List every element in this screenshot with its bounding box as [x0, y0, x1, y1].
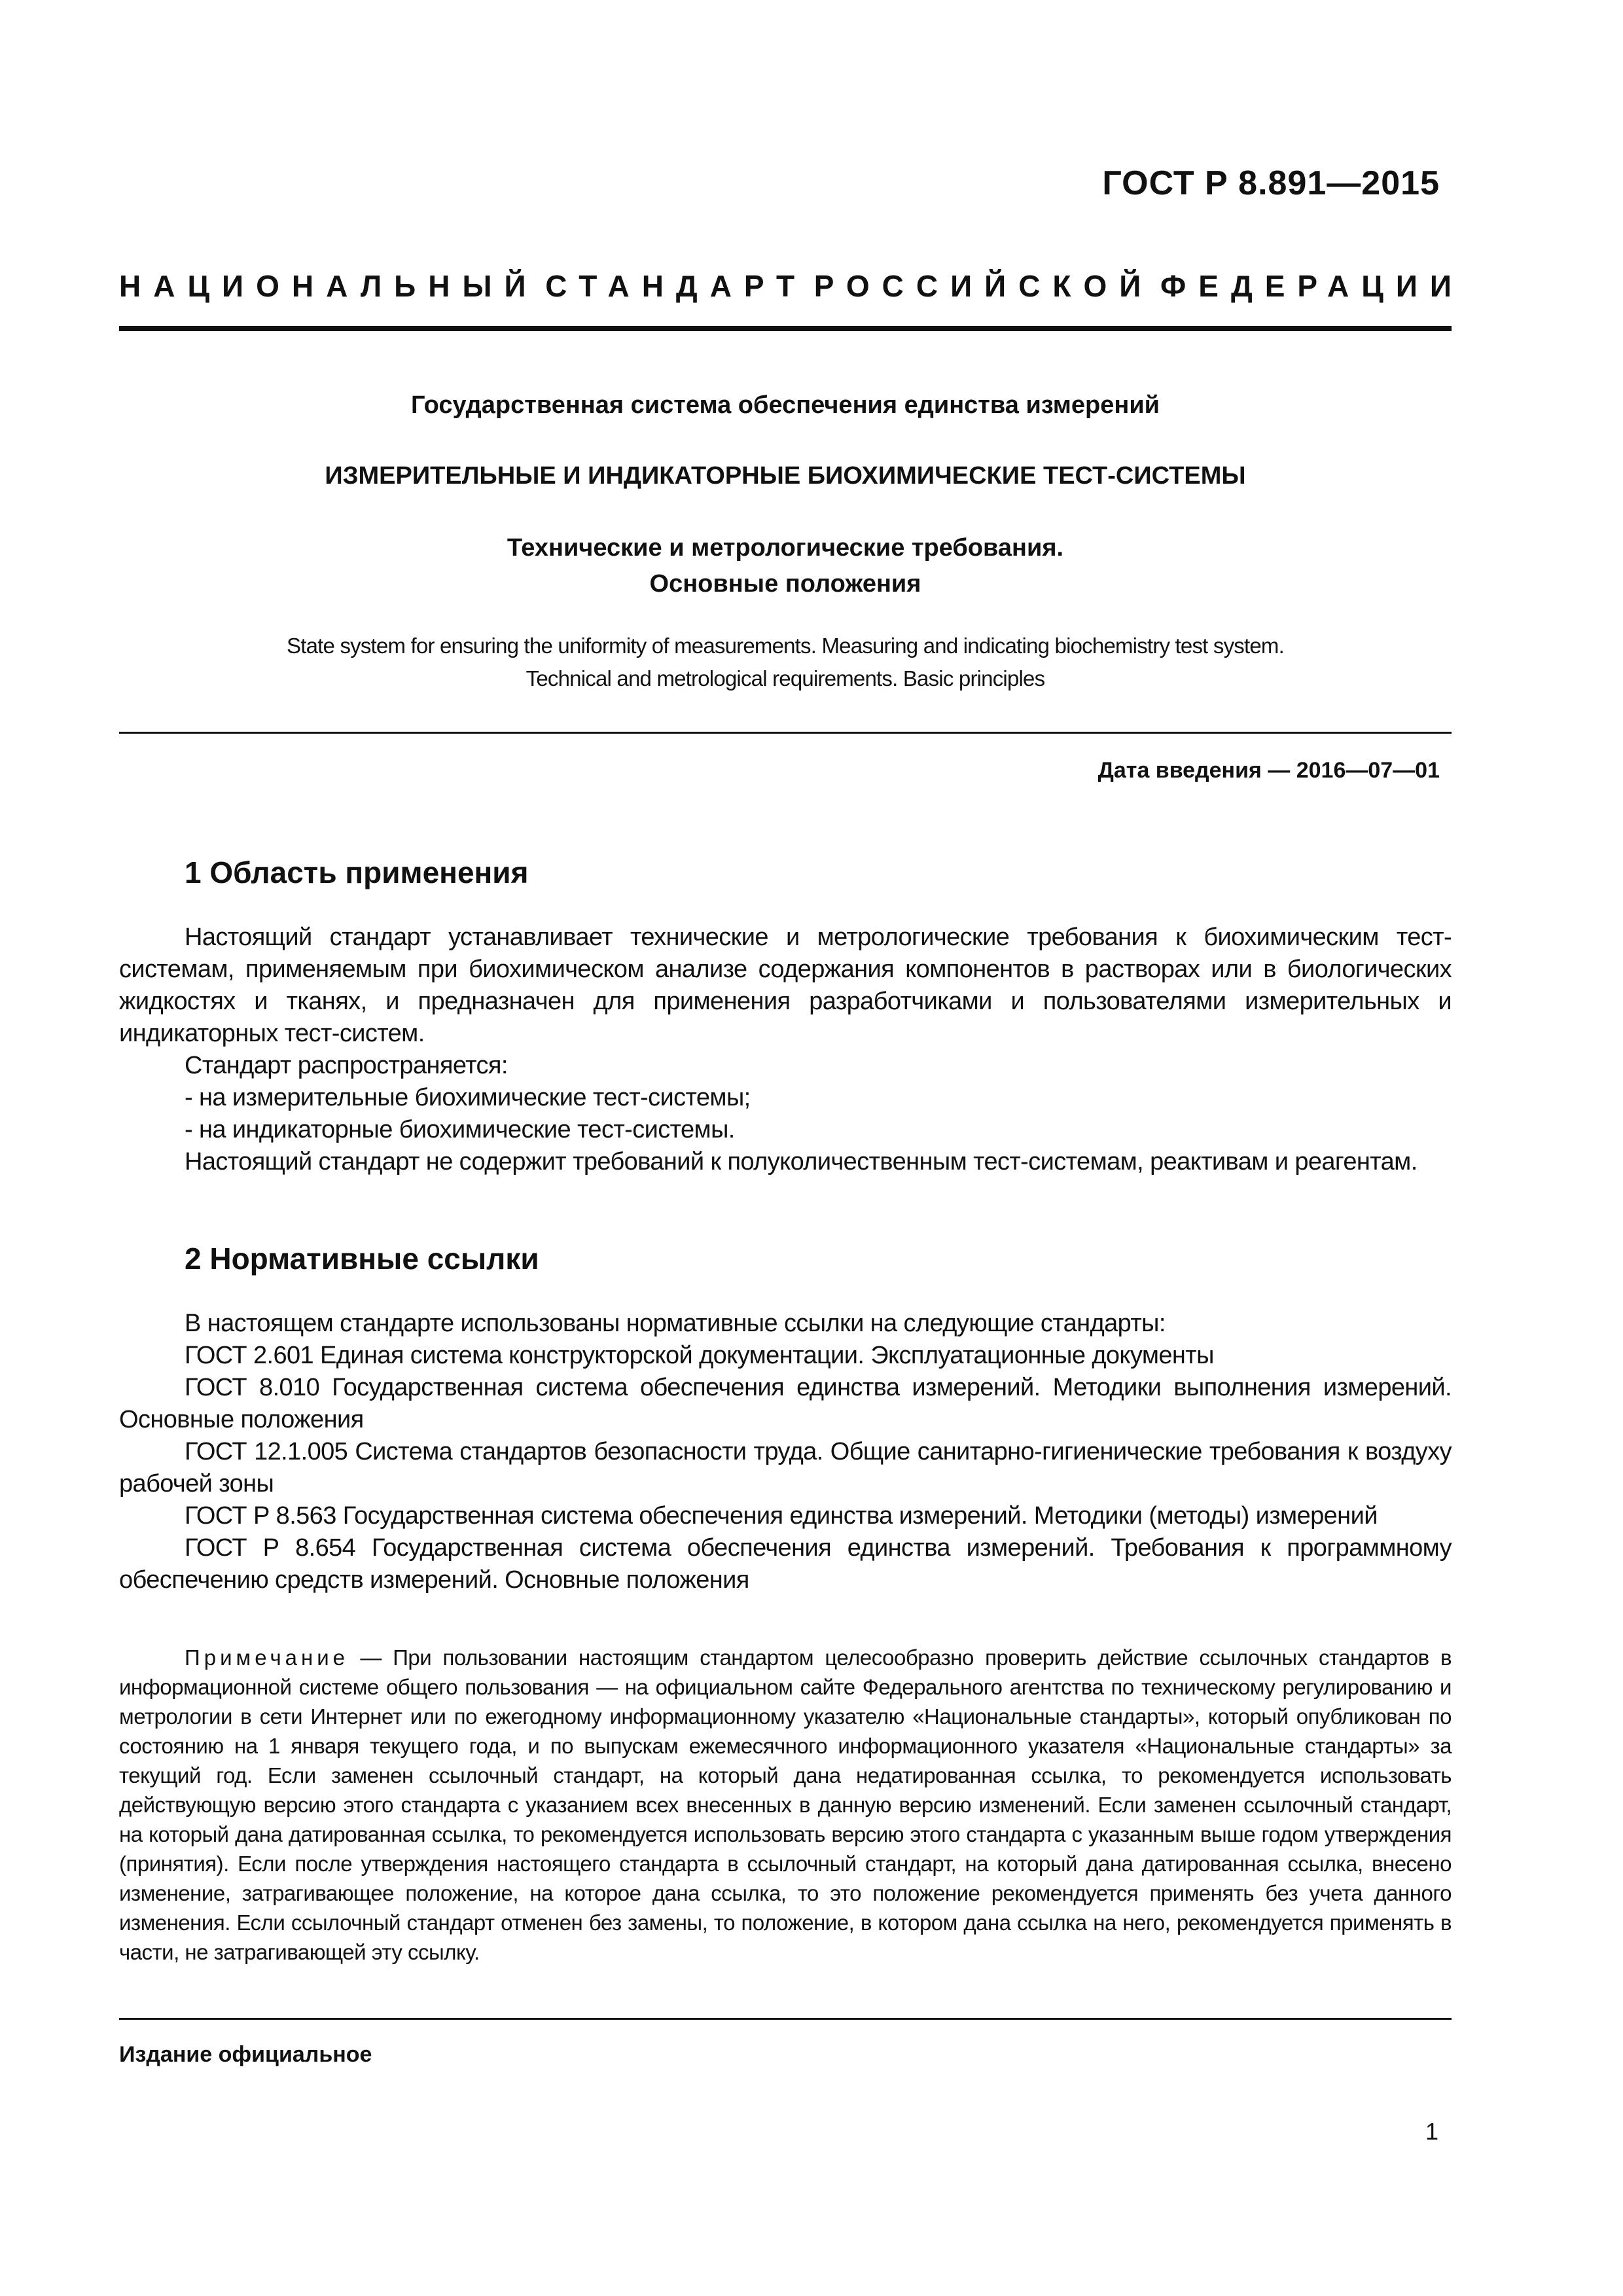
national-standard-banner	[119, 268, 1464, 304]
header-divider	[119, 326, 1452, 331]
paragraph: Настоящий стандарт не содержит требований к полуколичественным тест-системам, реактивам и реагентам.	[185, 1148, 1418, 1175]
section-2-heading: 2 Нормативные ссылки	[185, 1242, 539, 1276]
section-2-body	[119, 1308, 1452, 1596]
banner-word: СТАНДАРТ	[545, 269, 808, 303]
official-edition-label: Издание официальное	[119, 2042, 372, 2067]
reference-item: ГОСТ 8.010 Государственная система обеспечения единства измерений. Методики выполнения измерений. Основные положения	[119, 1374, 1452, 1433]
banner-word: НАЦИОНАЛЬНЫЙ	[119, 269, 539, 303]
reference-item: ГОСТ 2.601 Единая система конструкторской документации. Эксплуатационные документы	[185, 1342, 1214, 1369]
note-block	[119, 1643, 1452, 1967]
system-title: Государственная система обеспечения единства измерений	[410, 391, 1160, 419]
english-title	[119, 630, 1452, 695]
list-item: - на индикаторные биохимические тест-системы.	[185, 1116, 735, 1143]
footer-divider	[119, 2018, 1452, 2020]
list-item: - на измерительные биохимические тест-системы;	[185, 1084, 751, 1111]
main-title: ИЗМЕРИТЕЛЬНЫЕ И ИНДИКАТОРНЫЕ БИОХИМИЧЕСКИЕ ТЕСТ-СИСТЕМЫ	[325, 462, 1246, 490]
banner-word: РОССИЙСКОЙ	[813, 269, 1154, 303]
subtitle-line: Технические и метрологические требования.	[507, 534, 1064, 562]
banner-word: ФЕДЕРАЦИИ	[1160, 269, 1464, 303]
english-title-line: Technical and metrological requirements. Basic principles	[526, 666, 1045, 691]
note-label: Примечание	[185, 1645, 349, 1670]
subtitle	[119, 530, 1452, 602]
reference-item: ГОСТ Р 8.654 Государственная система обеспечения единства измерений. Требования к программному обеспечению средств измерений. Основные положения	[119, 1534, 1452, 1594]
introduction-date: Дата введения — 2016—07—01	[1097, 758, 1440, 783]
paragraph: Стандарт распространяется:	[185, 1052, 508, 1079]
reference-item: ГОСТ Р 8.563 Государственная система обеспечения единства измерений. Методики (методы) измерений	[185, 1502, 1378, 1530]
section-1-body	[119, 922, 1452, 1178]
page-number: 1	[1425, 2118, 1438, 2145]
paragraph: Настоящий стандарт устанавливает технические и метрологические требования к биохимическим тест-системам, применяемым при биохимическом анализе содержания компонентов в растворах или в биологических жидкостях и тканях, и предназначен для применения разработчиками и пользователями измерительных и индикаторных тест-систем.	[119, 924, 1452, 1047]
paragraph: В настоящем стандарте использованы нормативные ссылки на следующие стандарты:	[185, 1310, 1166, 1337]
note-paragraph	[119, 1643, 1452, 1967]
section-1-heading: 1 Область применения	[185, 855, 529, 889]
subtitle-line: Основные положения	[649, 570, 921, 598]
note-text: — При пользовании настоящим стандартом целесообразно проверить действие ссылочных стандартов в информационной системе общего пользования — на официальном сайте Федерального агентства по техническому регулированию и метрологии в сети Интернет или по ежегодному информационному указателю «Национальные стандарты», который опубликован по состоянию на 1 января текущего года, и по выпускам ежемесячного информационного указателя «Национальные стандарты» за текущий год. Если заменен ссылочный стандарт, на который дана недатированная ссылка, то рекомендуется использовать действующую версию этого стандарта с указанием всех внесенных в данную версию изменений. Если заменен ссылочный стандарт, на который дана датированная ссылка, то рекомендуется использовать версию этого стандарта с указанным выше годом утверждения (принятия). Если после утверждения настоящего стандарта в ссылочный стандарт, на который дана датированная ссылка, внесено изменение, затрагивающее положение, на которое дана ссылка, то это положение рекомендуется применять без учета данного изменения. Если ссылочный стандарт отменен без замены, то положение, в котором дана ссылка на него, рекомендуется применять в части, не затрагивающей эту ссылку.	[119, 1645, 1452, 1964]
document-number: ГОСТ Р 8.891—2015	[1102, 164, 1440, 202]
reference-item: ГОСТ 12.1.005 Система стандартов безопасности труда. Общие санитарно-гигиенические требования к воздуху рабочей зоны	[119, 1438, 1452, 1498]
title-divider	[119, 732, 1452, 734]
english-title-line: State system for ensuring the uniformity of measurements. Measuring and indicating biochemistry test system.	[287, 634, 1284, 658]
